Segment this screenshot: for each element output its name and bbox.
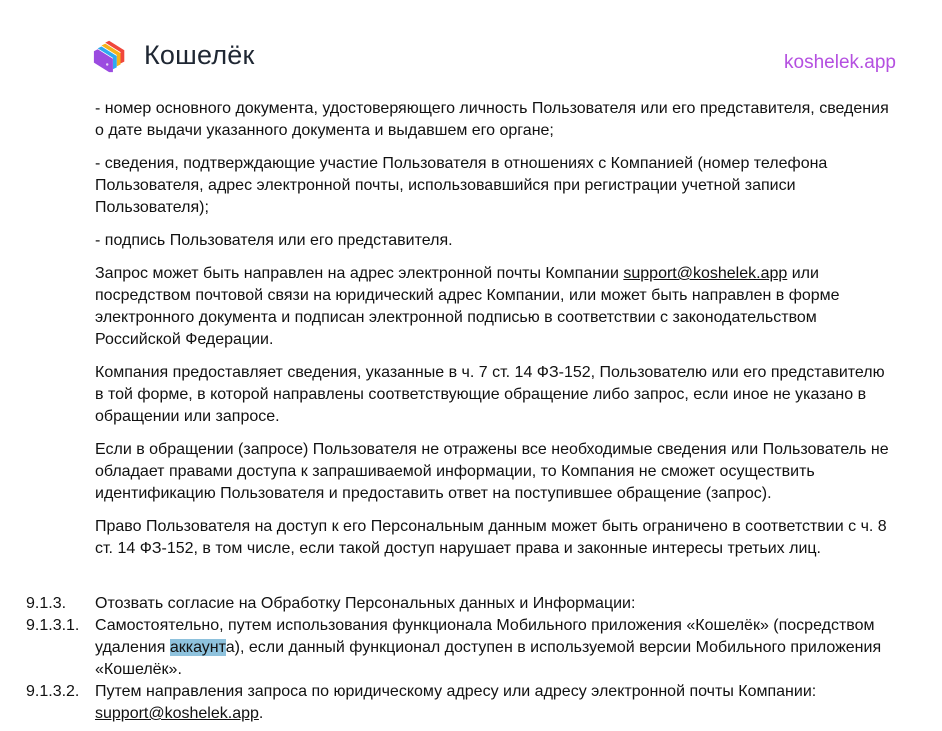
item-text bbox=[95, 615, 906, 681]
item-text: Отозвать согласие на Обработку Персональных данных и Информации: bbox=[95, 595, 636, 612]
selected-text[interactable]: аккаунт bbox=[169, 639, 226, 656]
document-body bbox=[95, 98, 895, 571]
paragraph: - номер основного документа, удостоверяющего личность Пользователя или его представителя, сведения о дате выдачи указанного документа и выдавшем его органе; bbox=[95, 100, 889, 139]
item-number: 9.1.3.1. bbox=[26, 617, 80, 634]
text: Запрос может быть направлен на адрес электронной почты Компании bbox=[95, 265, 624, 282]
support-email-link[interactable]: support@koshelek.app bbox=[95, 705, 259, 722]
list-item bbox=[26, 681, 906, 725]
support-email-link[interactable]: support@koshelek.app bbox=[623, 265, 788, 282]
paragraph: - подпись Пользователя или его представителя. bbox=[95, 232, 453, 249]
logo bbox=[92, 36, 255, 74]
brand-name: Кошелёк bbox=[144, 39, 255, 70]
site-url: koshelek.app bbox=[784, 52, 896, 73]
list-item bbox=[26, 615, 906, 681]
paragraph: Право Пользователя на доступ к его Персональным данным может быть ограничено в соответствии с ч. 8 ст. 14 ФЗ-152, в том числе, если такой доступ нарушает права и законные интересы третьих лиц. bbox=[95, 518, 887, 557]
numbered-list bbox=[26, 593, 906, 725]
page-header bbox=[0, 0, 942, 90]
item-number: 9.1.3.2. bbox=[26, 683, 80, 700]
list-item bbox=[26, 593, 906, 615]
text: Путем направления запроса по юридическому адресу или адресу электронной почты Компании: bbox=[95, 683, 817, 700]
paragraph: - сведения, подтверждающие участие Пользователя в отношениях с Компанией (номер телефона Пользователя, адрес электронной почты, использовавшийся при регистрации учетной записи Пользователя); bbox=[95, 155, 828, 216]
text: Самостоятельно, путем использования функционала Мобильного приложения «Кошелёк» (посредством удаления bbox=[95, 617, 875, 656]
paragraph: Компания предоставляет сведения, указанные в ч. 7 ст. 14 ФЗ-152, Пользователю или его представителю в той форме, в которой направлены соответствующие обращение либо запрос, если иное не указано в обращении или запросе. bbox=[95, 364, 885, 425]
text: или посредством почтовой связи на юридический адрес Компании, или может быть направлен в форме электронного документа и подписан электронной подписью в соответствии с законодательством Российской Федерации. bbox=[95, 265, 840, 348]
text: а), если данный функционал доступен в используемой версии Мобильного приложения «Кошелёк». bbox=[95, 639, 882, 678]
item-text bbox=[95, 681, 906, 725]
paragraph: Если в обращении (запросе) Пользователя не отражены все необходимые сведения или Пользователь не обладает правами доступа к запрашиваемой информации, то Компания не сможет осуществить идентификацию Пользователя и предоставить ответ на поступившее обращение (запрос). bbox=[95, 441, 889, 502]
wallet-stripes-icon bbox=[92, 36, 130, 74]
item-number: 9.1.3. bbox=[26, 595, 67, 612]
request-paragraph bbox=[95, 263, 895, 351]
text: . bbox=[258, 705, 264, 722]
